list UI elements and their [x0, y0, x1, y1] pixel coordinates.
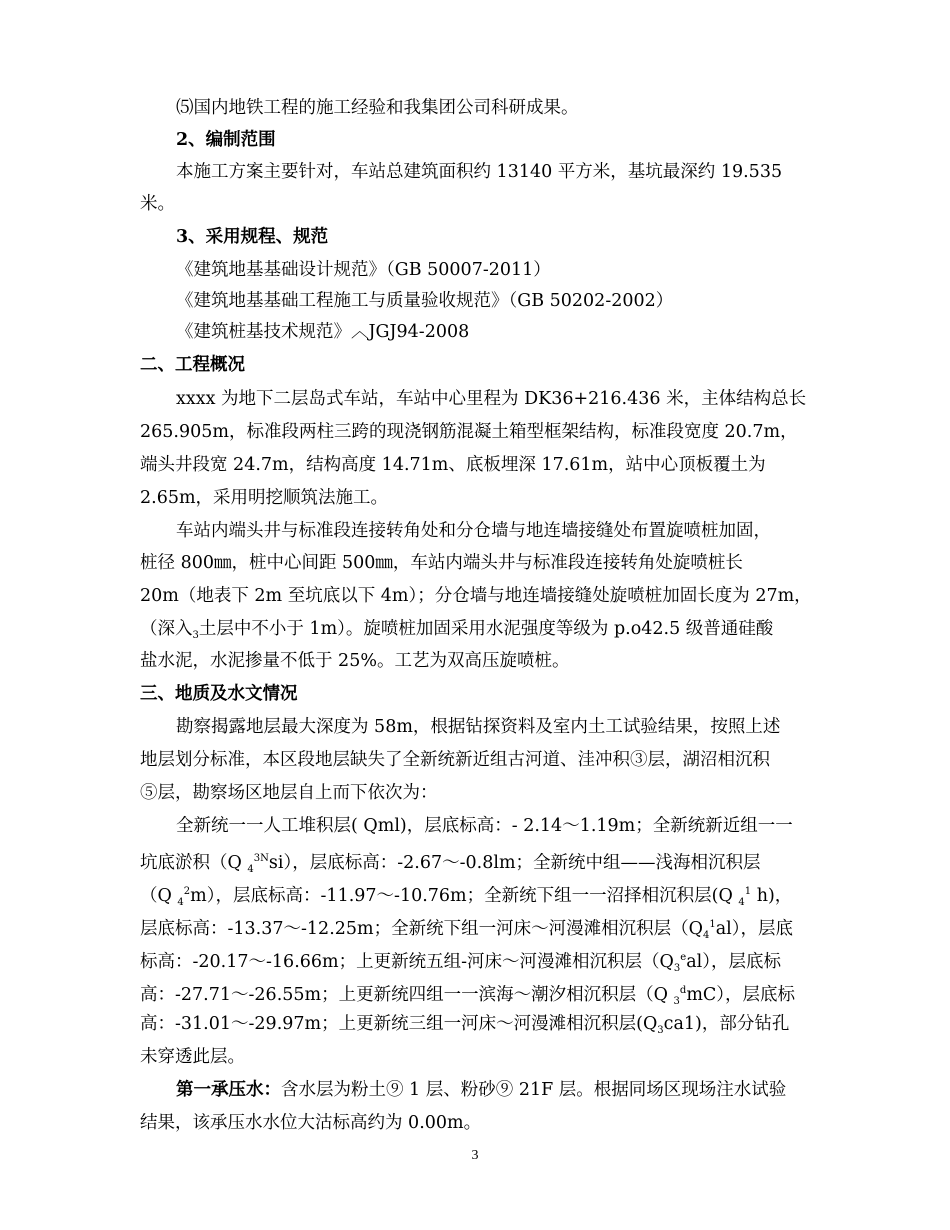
strata-text: （Q $_4^2$m），层底标高：-11.97～-10.76m；全新统下组一一沼择相沉积层(Q $_4^1$ h)，	[140, 886, 793, 908]
jet-grout-text: 车站内端头井与标准段连接转角处和分仓墙与地连墙接缝处布置旋喷桩加固，	[176, 521, 771, 541]
standard-item: 《建筑地基基础设计规范》（GB 50007-2011）	[176, 260, 551, 280]
scope-text: 本施工方案主要针对，车站总建筑面积约 13140 平方米，基坑最深约 19.535	[176, 162, 783, 182]
strata-text: 标高：-20.17～-16.66m；上更新统五组-河床～河漫滩相沉积层$(Q_3^eal)$，层底标	[140, 952, 781, 974]
standard-item: 《建筑桩基技术规范》︿JGJ94-2008	[176, 322, 470, 342]
jet-grout-text: 盐水泥，水泥掺量不低于 25%。工艺为双高压旋喷桩。	[140, 651, 570, 671]
heading-standards: 3、采用规程、规范	[176, 227, 329, 247]
geology-text: ⑤层，勘察场区地层自上而下依次为：	[140, 783, 438, 803]
jet-grout-text: （深入$_3$土层中不小于 1m）。旋喷桩加固采用水泥强度等级为 p.o42.5 级普通硅酸	[140, 619, 774, 641]
aquifer-text: 第一承压水：含水层为粉土⑨ 1 层、粉砂⑨ 21F 层。根据同场区现场注水试验	[176, 1080, 787, 1100]
strata-text: 坑底淤积（Q $_4^{3N}$si），层底标高：-2.67～-0.8lm；全新统中组——浅海相沉积层	[140, 853, 761, 875]
overview-text: 265.905m，标准段两柱三跨的现浇钢筋混凝土箱型框架结构，标准段宽度 20.7m，	[140, 422, 798, 442]
overview-text: 2.65m，采用明挖顺筑法施工。	[140, 488, 389, 508]
strata-text: 高：-27.71～-26.55m；上更新统四组一一滨海～潮汐相沉积层（Q $_3^d$mC），层底标	[140, 985, 796, 1007]
aquifer-text: 结果，该承压水水位大沽标高约为 0.00m。	[140, 1113, 482, 1133]
strata-text: 高：-31.01～-29.97m；上更新统三组一河床～河漫滩相沉积层$(Q_3ca1)$，部分钻孔	[140, 1014, 790, 1036]
scope-text-cont: 米。	[140, 194, 175, 214]
standard-item: 《建筑地基基础工程施工与质量验收规范》（GB 50202-2002）	[176, 291, 674, 311]
aquifer-label: 第一承压水：	[176, 1080, 281, 1100]
overview-text: 端头井段宽 24.7m，结构高度 14.71m、底板埋深 17.61m，站中心顶板覆土为	[140, 455, 766, 475]
strata-text: 未穿透此层。	[140, 1047, 245, 1067]
jet-grout-text: 桩径 800㎜，桩中心间距 500㎜，车站内端头井与标准段连接转角处旋喷桩长	[140, 553, 743, 573]
geology-text: 勘察揭露地层最大深度为 58m，根据钻探资料及室内土工试验结果，按照上述	[176, 717, 781, 737]
reference-item-5: ⑸国内地铁工程的施工经验和我集团公司科研成果。	[176, 98, 579, 118]
heading-geology: 三、地质及水文情况	[140, 684, 298, 704]
geology-text: 地层划分标准，本区段地层缺失了全新统新近组古河道、洼冲积③层，湖沼相沉积	[140, 750, 770, 770]
overview-text: xxxx 为地下二层岛式车站，车站中心里程为 DK36+216.436 米，主体结构总长	[176, 389, 807, 409]
strata-text: 全新统一一人工堆积层( Qml)，层底标高：- 2.14～1.19m；全新统新近组一一	[176, 816, 793, 836]
heading-overview: 二、工程概况	[140, 355, 245, 375]
jet-grout-text: 20m（地表下 2m 至坑底以下 4m）；分仓墙与地连墙接缝处旋喷桩加固长度为 27m，	[140, 586, 812, 606]
strata-text: 层底标高：-13.37～-12.25m；全新统下组一河床～河漫滩相沉积层$(Q_4^1al)$，层底	[140, 919, 793, 941]
heading-scope: 2、编制范围	[176, 130, 276, 150]
page-number: 3	[471, 1148, 479, 1163]
